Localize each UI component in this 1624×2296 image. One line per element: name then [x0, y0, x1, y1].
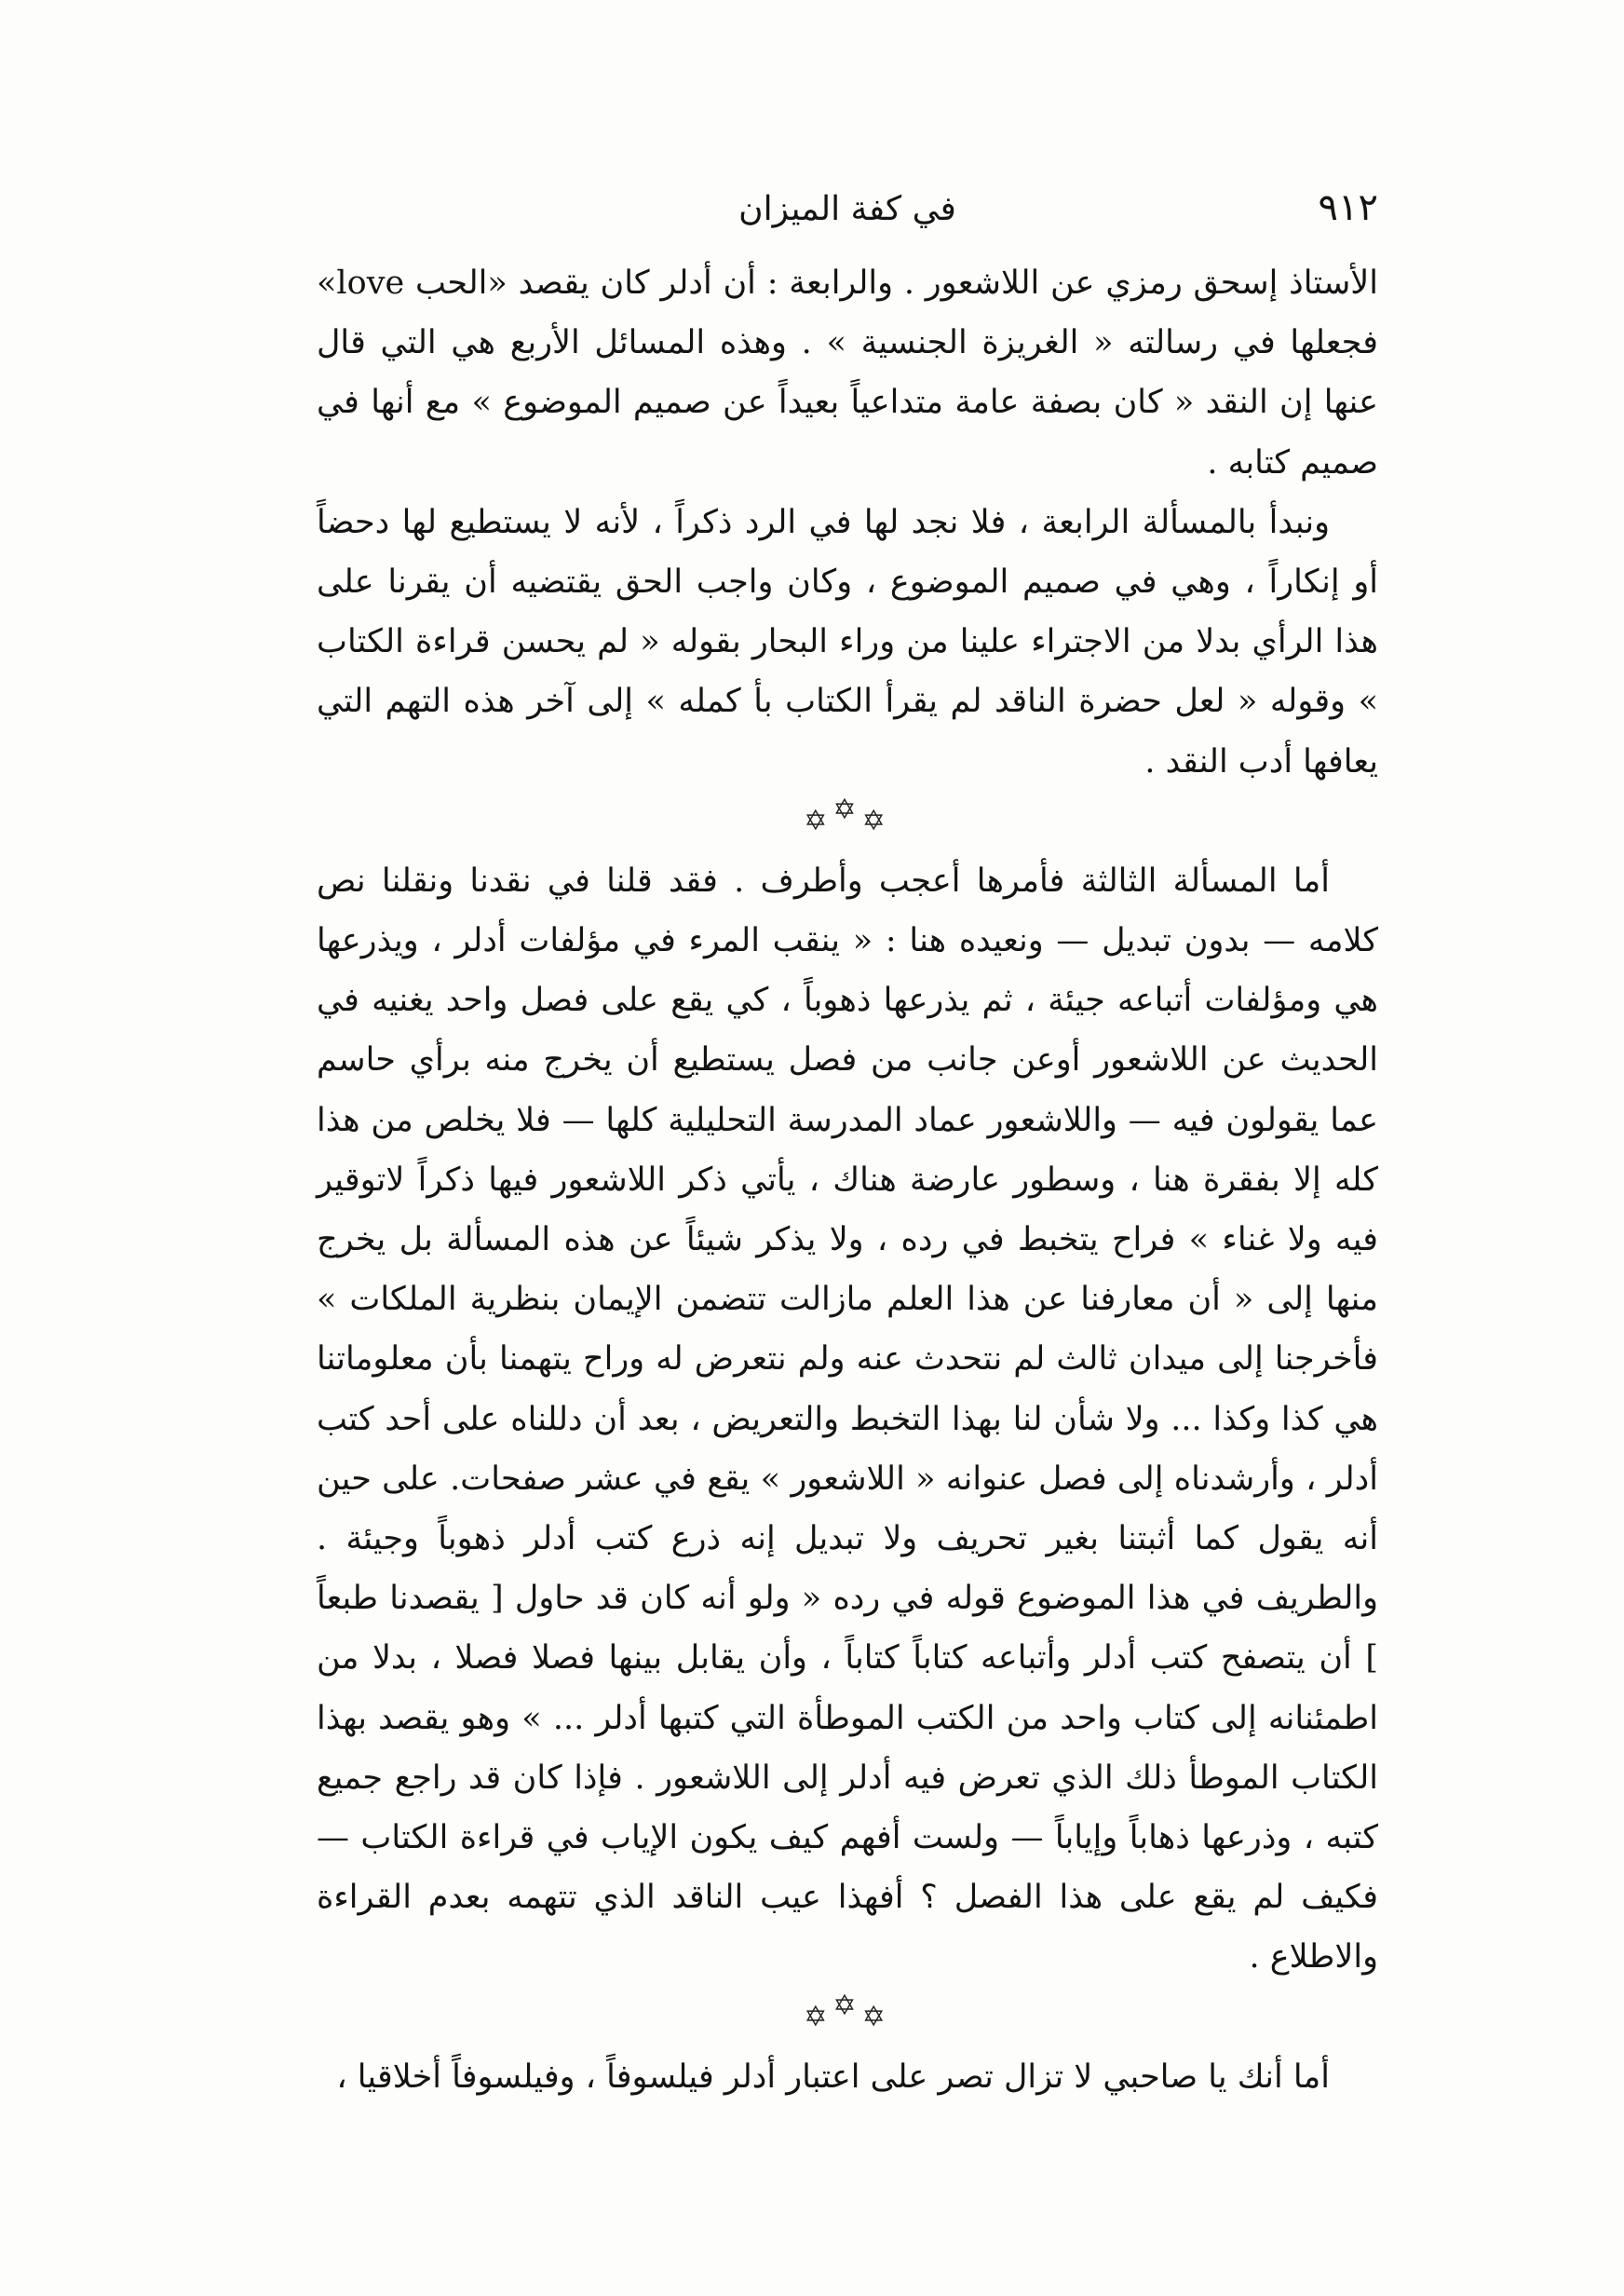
page-header [317, 186, 1378, 242]
running-title: في كفة الميزان [738, 190, 956, 228]
star-icon: ✡ [861, 2000, 891, 2033]
star-icon: ✡ [832, 1989, 862, 2022]
star-icon: ✡ [804, 804, 833, 837]
page-number: ٩١٢ [1318, 186, 1378, 229]
section-divider-stars [317, 1988, 1378, 2047]
paragraph-third-issue: أما المسألة الثالثة فأمرها أعجب وأطرف . فقد قلنا في نقدنا ونقلنا نص كلامه — بدون تبديل — ونعيده هنا : « ينقب المرء في مؤلفات أدلر ، ويذرعها هي ومؤلفات أتباعه جيئة ، ثم يذرعها ذهوباً ، كي يقع على فصل واحد يغنيه في الحديث عن اللاشعور أوعن جانب من فصل يستطيع أن يخرج منه برأي حاسم عما يقولون فيه — واللاشعور عماد المدرسة التحليلية كلها — فلا يخلص من هذا كله إلا بفقرة هنا ، وسطور عارضة هناك ، يأتي ذكر اللاشعور فيها ذكراً لاتوقير فيه ولا غناء » فراح يتخبط في رده ، ولا يذكر شيئاً عن هذه المسألة بل يخرج منها إلى « أن معارفنا عن هذا العلم مازالت تتضمن الإيمان بنظرية الملكات » فأخرجنا إلى ميدان ثالث لم نتحدث عنه ولم نتعرض له وراح يتهمنا بأن معلوماتنا هي كذا وكذا ... ولا شأن لنا بهذا التخبط والتعريض ، بعد أن دللناه على أحد كتب أدلر ، وأرشدناه إلى فصل عنوانه « اللاشعور » يقع في عشر صفحات. على حين أنه يقول كما أثبتنا بغير تحريف ولا تبديل إنه ذرع كتب أدلر ذهوباً وجيئة . والطريف في هذا الموضوع قوله في رده « ولو أنه كان قد حاول [ يقصدنا طبعاً ] أن يتصفح كتب أدلر وأتباعه كتاباً كتاباً ، وأن يقابل بينها فصلا فصلا ، بدلا من اطمئنانه إلى كتاب واحد من الكتب الموطأة التي كتبها أدلر ... » وهو يقصد بهذا الكتاب الموطأ ذلك الذي تعرض فيه أدلر إلى اللاشعور . فإذا كان قد راجع جميع كتبه ، وذرعها ذهاباً وإياباً — ولست أفهم كيف يكون الإياب في قراءة الكتاب — فكيف لم يقع على هذا الفصل ؟ أفهذا عيب الناقد الذي تتهمه بعدم القراءة والاطلاع . [317, 862, 1378, 1977]
section-divider-stars [317, 792, 1378, 851]
paragraph-fourth-issue: ونبدأ بالمسألة الرابعة ، فلا نجد لها في الرد ذكراً ، لأنه لا يستطيع لها دحضاً أو إنكاراً ، وهي في صميم الموضوع ، وكان واجب الحق يقتضيه أن يقرنا على هذا الرأي بدلا من الاجتراء علينا من وراء البحار بقوله « لم يحسن قراءة الكتاب » وقوله « لعل حضرة الناقد لم يقرأ الكتاب بأ كمله » إلى آخر هذه التهم التي يعافها أدب النقد . [317, 503, 1378, 781]
star-icon: ✡ [832, 793, 862, 826]
paragraph-adler-philosopher: أما أنك يا صاحبي لا تزال تصر على اعتبار أدلر فيلسوفاً ، وفيلسوفاً أخلاقيا ، [336, 2058, 1330, 2096]
star-icon: ✡ [804, 2000, 833, 2033]
body-text [317, 253, 1378, 2107]
paragraph-continuation: الأستاذ إسحق رمزي عن اللاشعور . والرابعة : أن أدلر كان يقصد «الحب love» فجعلها في رسالته « الغريزة الجنسية » . وهذه المسائل الأربع هي التي قال عنها إن النقد « كان بصفة عامة متداعياً بعيداً عن صميم الموضوع » مع أنها في صميم كتابه . [317, 265, 1378, 482]
star-icon: ✡ [861, 804, 891, 837]
